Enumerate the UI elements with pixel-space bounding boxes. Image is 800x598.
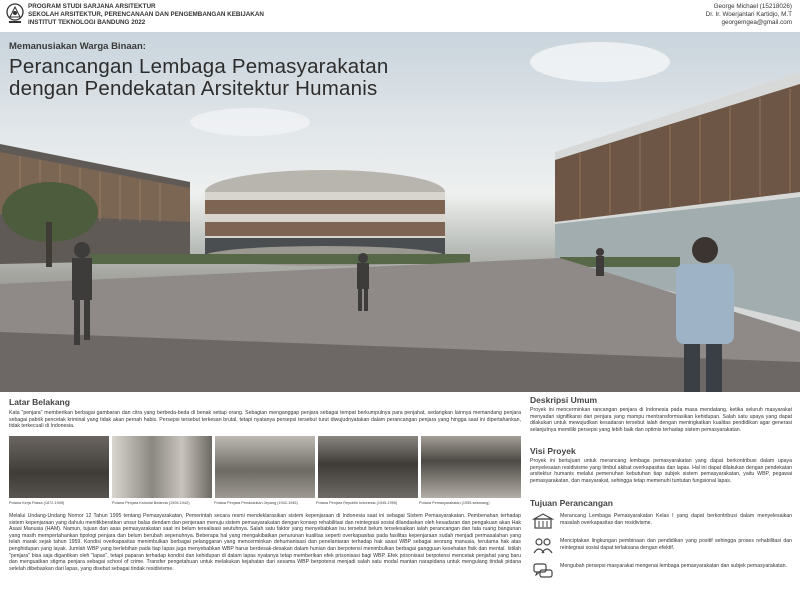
goal-text: Menciptakan lingkungan pembinaan dan pendidikan yang positif sehingga proses rehabilitasi dan reintegrasi sosial dapat terlaksana dengan efektif.	[560, 538, 792, 551]
people-icon	[532, 537, 554, 555]
goal-item	[530, 536, 792, 556]
author-block	[706, 3, 792, 28]
chat-icon	[532, 562, 554, 580]
author-name: George Michael (15218026)	[713, 3, 792, 10]
advisor-name: Dr. Ir. Woerjantari Kartidjo, M.T	[705, 11, 792, 19]
hero-rendering	[0, 32, 800, 392]
goal-item	[530, 561, 792, 581]
history-photo	[318, 436, 418, 498]
poster-header	[0, 0, 800, 32]
hero-title	[9, 56, 388, 100]
photo-caption: Potana Kerja Paksa (1872-1905)	[9, 501, 65, 505]
history-photo	[421, 436, 521, 498]
deskripsi-umum-text: Proyek ini mencerminkan rancangan penjara di Indonesia pada masa mendatang, ketika seluruh masyarakat menyadari signifikansi dari penjara yang mampu mentransformasikan kehidupan. Salah satu upaya yang dapat dilakukan untuk mewujudkan kesadaran tersebut ialah dengan meningkatkan kualitas pendidikan agar generasi selanjutnya memiliki persepsi yang lebih baik dan optimis terhadap sistem pemasyarakatan.	[530, 407, 792, 433]
goal-text: Mengubah persepsi masyarakat mengenai lembaga pemasyarakatan dan subjek pemasyarakatan.	[560, 563, 787, 569]
itb-logo-icon	[6, 3, 24, 25]
building-icon	[532, 512, 554, 530]
deskripsi-umum-heading: Deskripsi Umum	[530, 395, 598, 405]
photo-caption: Potana Penjara Kolonial Belanda (1905-1942)	[112, 501, 190, 505]
hero-title-line: dengan Pendekatan Arsitektur Humanis	[9, 77, 378, 100]
history-photo	[215, 436, 315, 498]
history-photo-strip	[9, 436, 521, 498]
goal-item	[530, 511, 792, 531]
institution-line: SEKOLAH ARSITEKTUR, PERENCANAAN DAN PENGEMBANGAN KEBIJAKAN	[28, 11, 264, 19]
hero-kicker: Memanusiakan Warga Binaan:	[9, 41, 146, 52]
history-photo	[112, 436, 212, 498]
photo-caption: Potana Pemasyarakatan (1955-sekarang)	[419, 501, 490, 505]
visi-proyek-heading: Visi Proyek	[530, 446, 576, 456]
photo-caption: Potana Penjara Pendudukan Jepang (1942-1945)	[214, 501, 298, 505]
tujuan-perancangan-heading: Tujuan Perancangan	[530, 498, 613, 508]
goal-text: Merancang Lembaga Pemasyarakatan Kelas I yang dapat berkontribusi dalam menyelesaikan masalah overkapasitas dan residivisme.	[560, 513, 792, 526]
institution-line: INSTITUT TEKNOLOGI BANDUNG 2022	[28, 19, 146, 27]
institution-line: PROGRAM STUDI SARJANA ARSITEKTUR	[28, 3, 156, 10]
author-email: georgemgea@gmail.com	[721, 19, 792, 27]
latar-belakang-paragraph-2: Melalui Undang-Undang Nomor 12 Tahun 1995 tentang Pemasyarakatan, Pemerintah secara resmi mendeklarasikan sistem kepenjaraan di Indonesia saat ini sebagai Sistem Pemasyarakatan. Pembenahan terhadap sistem kepenjaraan yang dahulu menitikberatkan unsur balas dendam dan penjeraan menuju sistem pemasyarakatan dengan konsep rehabilitasi dan reintegrasi sosial dilandaskan oleh kesadaran dan pengakuan akan Hak Asasi Manusia (HAM). Namun, tujuan dan asas pemasyarakatan saat ini belum terealisasi seutuhnya. Salah satu faktor yang menyebabkan isu tersebut belum terselesaikan ialah perancangan dan tata ruang bangunan yang masih mempertahankan tipologi penjara dan belum berubah sepenuhnya. Beberapa hal yang mengakibatkan penurunan kualitas seperti overkapasitas pada fasilitas kepenjaraan sudah menjadi permasalahan yang telah marak sejak tahun 1959. Kondisi overkapasitas menimbulkan berbagai pelanggaran yang mencerminkan dehumanisasi dan penelantaran terhadap hak asasi WBP sebagai seorang manusia, terutama hak atas penghidupan yang layak. Jumlah WBP yang berlebihan pada tiap lapas juga menyebabkan WBP harus berdesak-desakan dalam hunian dan berpotensi menimbulkan berbagai gangguan kesehatan fisik dan mental. Istilah "penjara" bisa saja digantikan oleh "lapas", tetapi paparan terhadap kondisi dan kehidupan di dalam lapas nyatanya tetap memberikan efek prisonisasi bagi WBP. Efek prisonisasi berpotensi mencetak penjahat yang baru dan menguatkan stigma penjara sebagai school of crime. Transfer pengetahuan untuk melakukan kejahatan dari sesama WBP berpotensi menjadi salah satu modal mantan narapidana untuk mengulang tindak pidana setelah dibebaskan dari lapas, yang disebut sebagai tindak residivisme.	[9, 513, 521, 572]
latar-belakang-heading: Latar Belakang	[9, 397, 70, 407]
visi-proyek-text: Proyek ini bertujuan untuk merancang lembaga pemasyarakatan yang dapat berkontribusi dalam upaya penyelesaian residivisme yang timbul akibat overkapasitas dan lapas. Hal ini dapat dilakukan dengan pendekatan arsitektur humanis melalui pemenuhan kebutuhan tiap subjek sistem pemasyarakatan, yaitu WBP, pegawai pemasyarakatan, dan masyarakat, sehingga tetap memenuhi tuntutan fungsional lapas.	[530, 458, 792, 484]
hero-title-line: Perancangan Lembaga Pemasyarakatan	[9, 55, 389, 78]
institution-block	[28, 3, 264, 28]
history-photo	[9, 436, 109, 498]
photo-caption: Potana Penjara Republik Indonesia (1945-1955)	[316, 501, 398, 505]
latar-belakang-paragraph-1: Kata "penjara" memberikan berbagai gambaran dan citra yang berbeda-beda di benak setiap orang. Sebagian menganggap penjara sebagai tempat berkumpulnya para penjahat, sedangkan lainnya memandang penjara sebagai pabrik pencetak kriminal yang tidak akan pernah habis. Persepsi tersebut terkesan brutal, tetapi nyatanya persepsi tersebut turut diwujudnyatakan dalam perancangan penjara yang hingga saat ini dipertahankan, tidak terkecuali di Indonesia.	[9, 410, 521, 430]
